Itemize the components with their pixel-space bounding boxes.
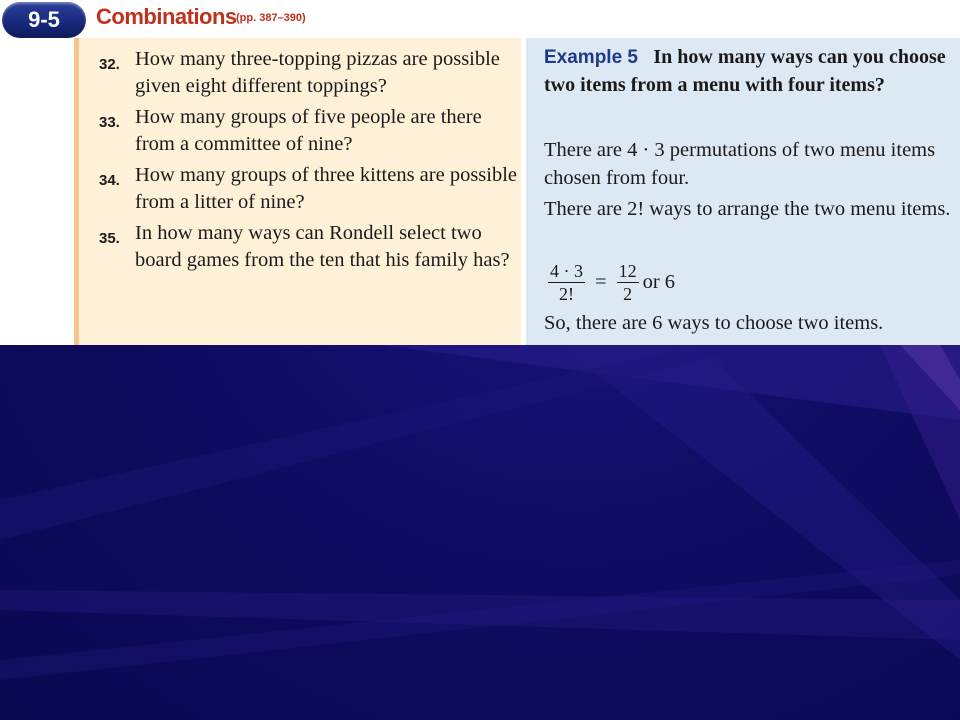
fraction-numerator: 4 · 3: [550, 260, 583, 281]
exercise-text: How many groups of five people are there from a committee of nine?: [135, 106, 482, 155]
content-panel: [0, 0, 960, 345]
example-computation: [544, 256, 675, 308]
example-label: Example 5: [544, 47, 638, 68]
exercise-text: How many groups of three kittens are possible from a litter of nine?: [135, 164, 518, 213]
example-step-2: There are 2! ways to arrange the two menu items.: [544, 198, 951, 220]
lesson-title: Combinations: [96, 4, 237, 29]
fraction-denominator: 2!: [559, 283, 574, 304]
example-statement: [544, 44, 956, 99]
result-text: or 6: [642, 270, 676, 293]
exercise-number: 32.: [99, 56, 120, 73]
example-step-1: There are 4 · 3 permutations of two menu items chosen from four.: [544, 139, 936, 189]
exercise-number: 35.: [99, 230, 120, 247]
exercise-item: [99, 220, 519, 274]
exercise-item: [99, 162, 519, 216]
example-conclusion: So, there are 6 ways to choose two items.: [544, 312, 884, 334]
example-question: In how many ways can you choose two items from a menu with four items?: [544, 46, 946, 96]
lesson-header: [0, 0, 960, 38]
exercise-item: [99, 46, 519, 100]
exercise-text: In how many ways can Rondell select two board games from the ten that his family has?: [135, 222, 510, 271]
equals-sign: =: [595, 270, 607, 293]
lesson-number-badge: 9-5: [2, 2, 86, 38]
fraction-simplified: [617, 260, 639, 305]
fraction-permutations: [548, 260, 585, 305]
example-panel: [526, 38, 960, 345]
exercise-item: [99, 104, 519, 158]
fraction-denominator: 2: [623, 283, 633, 304]
fraction-numerator: 12: [618, 260, 637, 281]
exercise-number: 34.: [99, 172, 120, 189]
exercise-number: 33.: [99, 114, 120, 131]
exercise-text: How many three-topping pizzas are possible given eight different toppings?: [135, 48, 500, 97]
exercise-panel: [74, 38, 521, 345]
lesson-pages: (pp. 387–390): [236, 12, 306, 24]
